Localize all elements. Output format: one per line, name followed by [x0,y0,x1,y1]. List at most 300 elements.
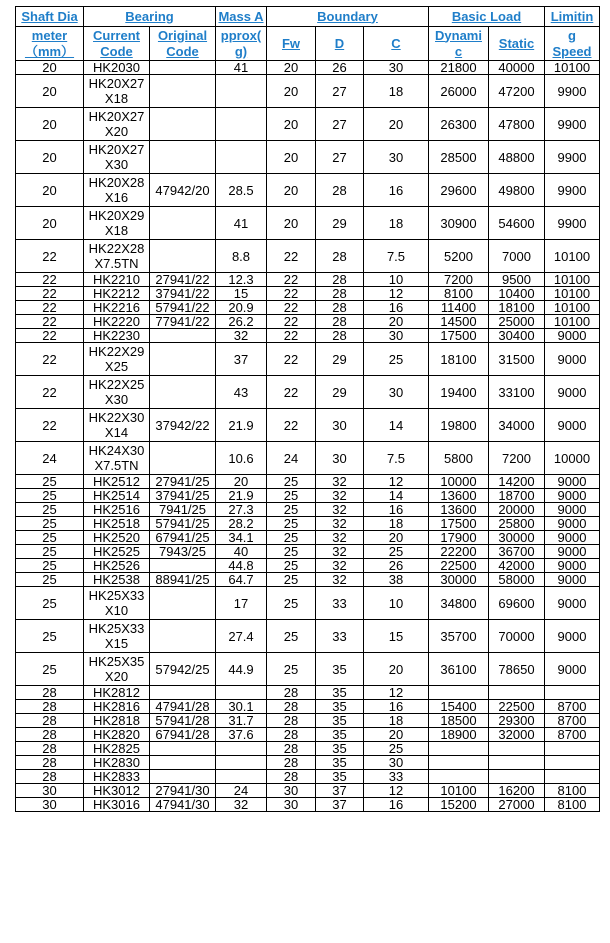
cell-current-code: HK2518 [84,517,150,531]
cell-mass [216,686,267,700]
cell-limiting-speed: 9000 [545,573,600,587]
cell-static-load: 34000 [489,409,545,442]
cell-current-code: HK2820 [84,728,150,742]
header-limiting-speed: Limitin [545,7,600,27]
cell-original-code: 77941/22 [150,315,216,329]
cell-c: 16 [364,301,429,315]
cell-limiting-speed: 9000 [545,545,600,559]
cell-static-load: 69600 [489,587,545,620]
cell-mass: 28.2 [216,517,267,531]
cell-d: 35 [316,728,364,742]
cell-original-code: 27941/30 [150,784,216,798]
cell-d: 33 [316,620,364,653]
table-row [16,559,600,573]
table-row [16,329,600,343]
table-row [16,141,600,174]
cell-current-code: HK2230 [84,329,150,343]
cell-static-load: 40000 [489,61,545,75]
cell-dynamic-load: 30900 [429,207,489,240]
cell-c: 30 [364,329,429,343]
table-row [16,343,600,376]
cell-mass [216,75,267,108]
cell-c: 18 [364,714,429,728]
cell-c: 30 [364,61,429,75]
cell-limiting-speed: 10100 [545,287,600,301]
cell-mass: 43 [216,376,267,409]
cell-c: 20 [364,108,429,141]
table-row [16,108,600,141]
cell-mass: 24 [216,784,267,798]
cell-current-code: HK25X35 X20 [84,653,150,686]
cell-shaft-diameter: 28 [16,714,84,728]
cell-static-load: 32000 [489,728,545,742]
cell-current-code: HK22X30 X14 [84,409,150,442]
cell-d: 29 [316,343,364,376]
cell-shaft-diameter: 25 [16,489,84,503]
cell-current-code: HK20X29 X18 [84,207,150,240]
cell-shaft-diameter: 28 [16,728,84,742]
cell-mass: 31.7 [216,714,267,728]
cell-c: 30 [364,141,429,174]
cell-c: 16 [364,503,429,517]
table-row [16,545,600,559]
table-row [16,728,600,742]
cell-d: 32 [316,559,364,573]
cell-static-load [489,770,545,784]
table-row [16,742,600,756]
table-row [16,686,600,700]
cell-fw: 30 [267,784,316,798]
cell-mass: 40 [216,545,267,559]
cell-current-code: HK2833 [84,770,150,784]
cell-dynamic-load: 22200 [429,545,489,559]
cell-d: 28 [316,273,364,287]
cell-shaft-diameter: 25 [16,573,84,587]
cell-d: 35 [316,742,364,756]
cell-dynamic-load: 19400 [429,376,489,409]
cell-dynamic-load: 13600 [429,489,489,503]
header-shaft-unit: meter （mm） [16,27,84,61]
cell-fw: 22 [267,287,316,301]
table-row [16,301,600,315]
cell-limiting-speed: 9000 [545,531,600,545]
cell-shaft-diameter: 25 [16,531,84,545]
cell-current-code: HK20X27 X20 [84,108,150,141]
cell-fw: 25 [267,503,316,517]
cell-fw: 25 [267,620,316,653]
cell-mass: 44.8 [216,559,267,573]
cell-d: 30 [316,409,364,442]
cell-dynamic-load: 10100 [429,784,489,798]
cell-c: 12 [364,686,429,700]
cell-static-load: 78650 [489,653,545,686]
cell-original-code [150,376,216,409]
cell-mass: 10.6 [216,442,267,475]
cell-d: 32 [316,573,364,587]
cell-shaft-diameter: 28 [16,700,84,714]
table-row [16,61,600,75]
cell-limiting-speed: 10100 [545,240,600,273]
cell-dynamic-load: 5800 [429,442,489,475]
cell-dynamic-load: 13600 [429,503,489,517]
cell-fw: 20 [267,207,316,240]
cell-c: 16 [364,700,429,714]
cell-current-code: HK20X27 X18 [84,75,150,108]
cell-dynamic-load: 14500 [429,315,489,329]
cell-original-code [150,343,216,376]
cell-original-code: 37941/22 [150,287,216,301]
cell-shaft-diameter: 22 [16,329,84,343]
cell-original-code: 7943/25 [150,545,216,559]
cell-fw: 24 [267,442,316,475]
cell-mass [216,141,267,174]
cell-limiting-speed: 10100 [545,315,600,329]
cell-dynamic-load: 36100 [429,653,489,686]
cell-current-code: HK3016 [84,798,150,812]
cell-static-load: 30400 [489,329,545,343]
cell-dynamic-load: 17500 [429,329,489,343]
cell-limiting-speed: 9900 [545,108,600,141]
cell-current-code: HK22X28 X7.5TN [84,240,150,273]
cell-c: 30 [364,756,429,770]
cell-limiting-speed: 9000 [545,503,600,517]
cell-c: 12 [364,784,429,798]
cell-original-code [150,442,216,475]
cell-fw: 25 [267,559,316,573]
cell-c: 20 [364,315,429,329]
cell-shaft-diameter: 20 [16,61,84,75]
cell-static-load: 70000 [489,620,545,653]
table-row [16,770,600,784]
cell-limiting-speed: 9900 [545,174,600,207]
cell-d: 32 [316,503,364,517]
header-c: C [364,27,429,61]
cell-current-code: HK2825 [84,742,150,756]
cell-d: 32 [316,517,364,531]
cell-dynamic-load: 29600 [429,174,489,207]
cell-shaft-diameter: 28 [16,756,84,770]
table-row [16,517,600,531]
cell-limiting-speed: 9000 [545,620,600,653]
table-body [16,61,600,812]
cell-shaft-diameter: 22 [16,315,84,329]
cell-current-code: HK2216 [84,301,150,315]
cell-original-code: 57942/25 [150,653,216,686]
cell-mass: 8.8 [216,240,267,273]
bearing-spec-table [15,6,600,812]
cell-shaft-diameter: 25 [16,559,84,573]
cell-dynamic-load: 17900 [429,531,489,545]
cell-dynamic-load: 15200 [429,798,489,812]
cell-d: 35 [316,653,364,686]
cell-d: 32 [316,545,364,559]
cell-dynamic-load: 35700 [429,620,489,653]
cell-c: 10 [364,273,429,287]
cell-limiting-speed: 8700 [545,714,600,728]
cell-shaft-diameter: 20 [16,141,84,174]
cell-limiting-speed: 10100 [545,301,600,315]
cell-d: 28 [316,240,364,273]
table-row [16,620,600,653]
cell-limiting-speed [545,686,600,700]
cell-shaft-diameter: 22 [16,273,84,287]
table-row [16,376,600,409]
cell-fw: 20 [267,75,316,108]
cell-original-code [150,756,216,770]
header-mass: Mass A [216,7,267,27]
cell-current-code: HK25X33 X10 [84,587,150,620]
cell-mass: 37.6 [216,728,267,742]
cell-current-code: HK2516 [84,503,150,517]
header-d: D [316,27,364,61]
header-current-code: Current Code [84,27,150,61]
cell-limiting-speed: 8700 [545,728,600,742]
cell-fw: 22 [267,240,316,273]
table-row [16,287,600,301]
cell-c: 30 [364,376,429,409]
cell-c: 16 [364,798,429,812]
cell-original-code: 47942/20 [150,174,216,207]
cell-dynamic-load: 15400 [429,700,489,714]
table-row [16,700,600,714]
header-original-code: Original Code [150,27,216,61]
cell-shaft-diameter: 30 [16,798,84,812]
cell-fw: 28 [267,700,316,714]
cell-mass: 28.5 [216,174,267,207]
cell-shaft-diameter: 22 [16,240,84,273]
cell-fw: 25 [267,587,316,620]
cell-dynamic-load [429,742,489,756]
cell-static-load: 36700 [489,545,545,559]
cell-c: 16 [364,174,429,207]
cell-d: 35 [316,756,364,770]
cell-c: 18 [364,75,429,108]
cell-shaft-diameter: 25 [16,653,84,686]
cell-d: 28 [316,287,364,301]
cell-mass: 30.1 [216,700,267,714]
cell-original-code [150,686,216,700]
cell-shaft-diameter: 22 [16,287,84,301]
cell-static-load: 14200 [489,475,545,489]
cell-d: 35 [316,700,364,714]
cell-current-code: HK2512 [84,475,150,489]
cell-original-code: 88941/25 [150,573,216,587]
cell-limiting-speed: 9900 [545,207,600,240]
cell-static-load: 22500 [489,700,545,714]
table-row [16,587,600,620]
cell-limiting-speed [545,770,600,784]
spec-table-container [15,6,600,812]
cell-current-code: HK2830 [84,756,150,770]
cell-c: 25 [364,343,429,376]
cell-dynamic-load: 30000 [429,573,489,587]
cell-limiting-speed: 8700 [545,700,600,714]
cell-current-code: HK2210 [84,273,150,287]
cell-fw: 30 [267,798,316,812]
cell-mass: 64.7 [216,573,267,587]
cell-shaft-diameter: 25 [16,475,84,489]
cell-c: 33 [364,770,429,784]
cell-d: 28 [316,174,364,207]
cell-shaft-diameter: 28 [16,742,84,756]
cell-static-load: 18100 [489,301,545,315]
cell-c: 7.5 [364,442,429,475]
cell-d: 28 [316,329,364,343]
cell-original-code: 7941/25 [150,503,216,517]
table-row [16,174,600,207]
cell-d: 27 [316,108,364,141]
cell-static-load: 25800 [489,517,545,531]
cell-dynamic-load: 7200 [429,273,489,287]
cell-dynamic-load: 28500 [429,141,489,174]
cell-shaft-diameter: 25 [16,517,84,531]
cell-original-code [150,620,216,653]
cell-shaft-diameter: 20 [16,174,84,207]
cell-d: 29 [316,376,364,409]
table-row [16,714,600,728]
table-row [16,442,600,475]
cell-dynamic-load: 18900 [429,728,489,742]
cell-d: 32 [316,531,364,545]
cell-mass: 20.9 [216,301,267,315]
header-mass-unit: pprox( g) [216,27,267,61]
cell-c: 18 [364,207,429,240]
cell-d: 28 [316,301,364,315]
cell-mass [216,756,267,770]
cell-limiting-speed: 10100 [545,273,600,287]
cell-mass [216,770,267,784]
cell-fw: 25 [267,475,316,489]
cell-shaft-diameter: 25 [16,545,84,559]
cell-limiting-speed: 9000 [545,489,600,503]
cell-shaft-diameter: 20 [16,207,84,240]
cell-fw: 25 [267,653,316,686]
cell-original-code: 47941/28 [150,700,216,714]
header-fw: Fw [267,27,316,61]
cell-d: 26 [316,61,364,75]
cell-static-load [489,742,545,756]
cell-original-code [150,587,216,620]
cell-d: 37 [316,784,364,798]
cell-dynamic-load [429,756,489,770]
cell-current-code: HK2030 [84,61,150,75]
cell-dynamic-load: 11400 [429,301,489,315]
cell-current-code: HK24X30 X7.5TN [84,442,150,475]
cell-limiting-speed [545,742,600,756]
table-row [16,475,600,489]
cell-static-load: 7000 [489,240,545,273]
cell-original-code [150,770,216,784]
cell-current-code: HK20X28 X16 [84,174,150,207]
cell-limiting-speed [545,756,600,770]
cell-current-code: HK2812 [84,686,150,700]
cell-limiting-speed: 10100 [545,61,600,75]
cell-c: 20 [364,728,429,742]
cell-fw: 22 [267,343,316,376]
cell-d: 27 [316,141,364,174]
cell-d: 33 [316,587,364,620]
cell-d: 28 [316,315,364,329]
cell-dynamic-load: 18100 [429,343,489,376]
cell-shaft-diameter: 25 [16,587,84,620]
cell-mass: 20 [216,475,267,489]
cell-original-code [150,559,216,573]
cell-mass: 21.9 [216,489,267,503]
table-row [16,798,600,812]
cell-c: 12 [364,287,429,301]
cell-original-code [150,240,216,273]
cell-d: 35 [316,770,364,784]
cell-d: 37 [316,798,364,812]
cell-static-load: 48800 [489,141,545,174]
cell-shaft-diameter: 22 [16,301,84,315]
cell-shaft-diameter: 25 [16,620,84,653]
cell-d: 29 [316,207,364,240]
cell-fw: 25 [267,531,316,545]
table-row [16,531,600,545]
cell-fw: 28 [267,728,316,742]
cell-original-code: 57941/22 [150,301,216,315]
cell-current-code: HK2220 [84,315,150,329]
cell-original-code: 37942/22 [150,409,216,442]
cell-limiting-speed: 9000 [545,517,600,531]
cell-shaft-diameter: 20 [16,75,84,108]
cell-limiting-speed: 9000 [545,475,600,489]
cell-c: 20 [364,531,429,545]
cell-limiting-speed: 9000 [545,409,600,442]
cell-static-load [489,756,545,770]
cell-static-load: 54600 [489,207,545,240]
cell-shaft-diameter: 24 [16,442,84,475]
cell-dynamic-load: 10000 [429,475,489,489]
header-bearing: Bearing [84,7,216,27]
cell-c: 25 [364,545,429,559]
cell-original-code [150,141,216,174]
cell-limiting-speed: 9000 [545,653,600,686]
cell-current-code: HK22X29 X25 [84,343,150,376]
cell-dynamic-load: 22500 [429,559,489,573]
cell-static-load: 42000 [489,559,545,573]
table-row [16,573,600,587]
cell-original-code: 57941/28 [150,714,216,728]
cell-dynamic-load: 8100 [429,287,489,301]
cell-shaft-diameter: 25 [16,503,84,517]
cell-mass: 44.9 [216,653,267,686]
cell-current-code: HK2525 [84,545,150,559]
header-speed: g Speed [545,27,600,61]
cell-limiting-speed: 9900 [545,75,600,108]
cell-fw: 22 [267,273,316,287]
cell-shaft-diameter: 22 [16,409,84,442]
cell-c: 14 [364,489,429,503]
cell-original-code: 47941/30 [150,798,216,812]
cell-original-code [150,207,216,240]
cell-original-code: 27941/22 [150,273,216,287]
cell-static-load: 10400 [489,287,545,301]
cell-dynamic-load: 34800 [429,587,489,620]
cell-dynamic-load [429,686,489,700]
cell-dynamic-load: 26000 [429,75,489,108]
cell-mass: 34.1 [216,531,267,545]
cell-dynamic-load: 26300 [429,108,489,141]
cell-fw: 25 [267,489,316,503]
cell-shaft-diameter: 30 [16,784,84,798]
cell-fw: 28 [267,742,316,756]
table-row [16,409,600,442]
cell-fw: 25 [267,517,316,531]
table-row [16,784,600,798]
cell-d: 35 [316,714,364,728]
